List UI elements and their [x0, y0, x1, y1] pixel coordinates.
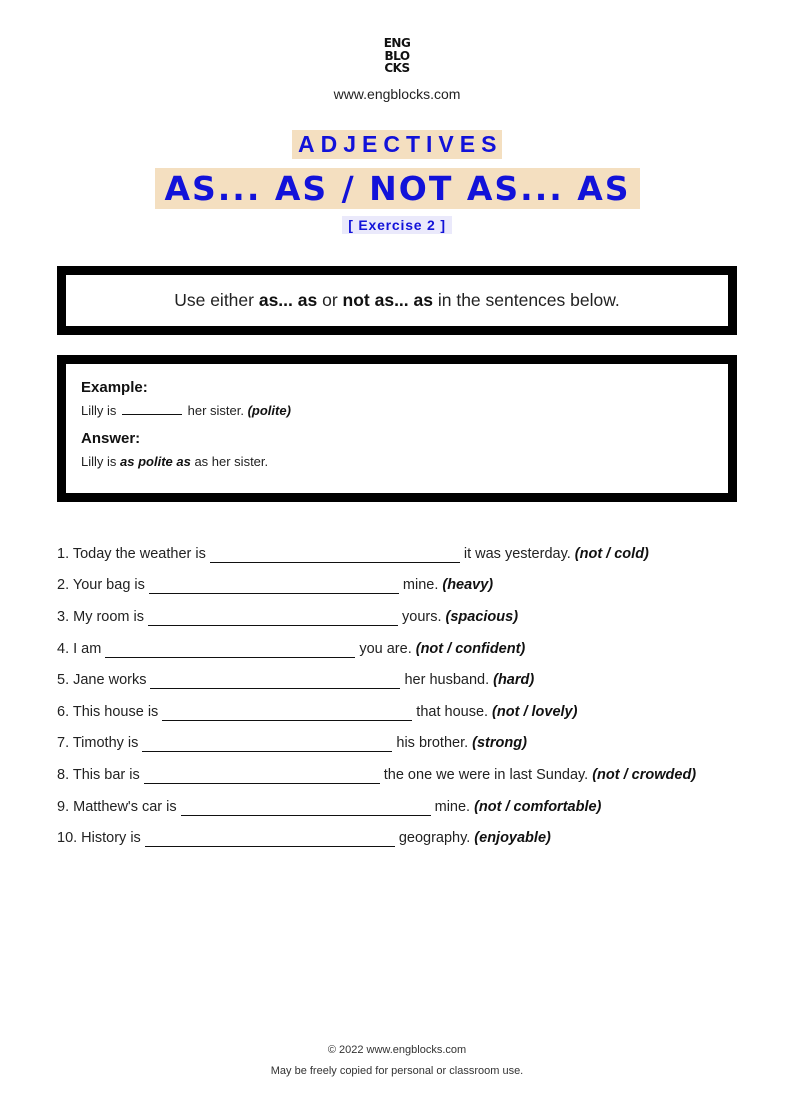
- question-hint: (strong): [472, 735, 527, 752]
- question-hint: (not / lovely): [492, 703, 578, 720]
- question-text: geography.: [398, 830, 471, 847]
- answer-sentence: [81, 454, 728, 470]
- answer-blank[interactable]: [105, 640, 355, 658]
- instruction-post: in the sentences below.: [432, 290, 620, 310]
- instruction-box: [57, 266, 737, 335]
- answer-pre: Lilly is: [81, 454, 121, 469]
- answer-blank[interactable]: [142, 734, 392, 752]
- question-text: 10. History is: [57, 830, 141, 847]
- answer-post: as her sister.: [190, 454, 269, 469]
- question-text: 1. Today the weather is: [57, 545, 206, 562]
- question-hint: (enjoyable): [474, 830, 551, 847]
- question-2: [57, 570, 757, 602]
- page-title: AS... AS / NOT AS... AS: [155, 168, 640, 209]
- question-text: 3. My room is: [57, 608, 145, 625]
- instruction-bold-1: as... as: [258, 290, 318, 310]
- question-hint: (hard): [493, 672, 535, 689]
- instruction-pre: Use either: [174, 290, 259, 310]
- example-sentence: [81, 403, 728, 419]
- question-hint: (not / comfortable): [474, 798, 602, 815]
- question-hint: (heavy): [442, 577, 494, 594]
- instruction-mid: or: [317, 290, 343, 310]
- question-4: [57, 633, 757, 665]
- question-text: 5. Jane works: [57, 672, 147, 689]
- answer-blank[interactable]: [181, 798, 431, 816]
- question-text: you are.: [359, 640, 412, 657]
- question-text: that house.: [416, 703, 489, 720]
- question-1: [57, 538, 757, 570]
- topic-label: ADJECTIVES: [292, 130, 502, 159]
- question-7: [57, 728, 757, 760]
- question-hint: (not / cold): [574, 545, 649, 562]
- example-box: [57, 355, 737, 502]
- answer-heading: Answer:: [81, 430, 141, 447]
- engblocks-logo: [0, 37, 794, 75]
- question-text: mine.: [434, 798, 471, 815]
- answer-blank[interactable]: [149, 576, 399, 594]
- instruction-bold-2: not as... as: [342, 290, 433, 310]
- question-10: [57, 822, 757, 854]
- question-hint: (spacious): [445, 608, 519, 625]
- question-text: her husband.: [404, 672, 490, 689]
- answer-blank[interactable]: [144, 766, 380, 784]
- logo-line-3: CKS: [384, 61, 410, 75]
- logo-line-1: ENG: [383, 36, 411, 50]
- question-5: [57, 664, 757, 696]
- question-hint: (not / crowded): [592, 766, 697, 783]
- instruction-text: [174, 290, 620, 311]
- question-text: his brother.: [396, 735, 469, 752]
- site-url: www.engblocks.com: [333, 86, 461, 102]
- answer-blank[interactable]: [148, 608, 398, 626]
- answer-blank[interactable]: [150, 671, 400, 689]
- example-heading: Example:: [81, 379, 148, 396]
- question-hint: (not / confident): [415, 640, 526, 657]
- question-text: yours.: [402, 608, 442, 625]
- question-text: mine.: [402, 577, 439, 594]
- question-8: [57, 759, 757, 791]
- question-text: the one we were in last Sunday.: [383, 766, 589, 783]
- logo-line-2: BLO: [384, 48, 410, 63]
- question-9: [57, 791, 757, 823]
- exercise-label: [ Exercise 2 ]: [342, 216, 452, 234]
- example-hint: (polite): [247, 403, 291, 418]
- question-list: [57, 538, 757, 854]
- question-text: 6. This house is: [57, 703, 159, 720]
- example-post: her sister.: [184, 403, 248, 418]
- footer-license: May be freely copied for personal or classroom use.: [270, 1065, 524, 1077]
- question-text: 7. Timothy is: [57, 735, 139, 752]
- example-pre: Lilly is: [81, 403, 121, 418]
- question-text: 2. Your bag is: [57, 577, 145, 594]
- example-blank: [122, 403, 182, 415]
- question-text: it was yesterday.: [463, 545, 571, 562]
- question-text: 9. Matthew's car is: [57, 798, 177, 815]
- answer-bold: as polite as: [120, 454, 191, 469]
- answer-blank[interactable]: [210, 545, 460, 563]
- footer-copyright: © 2022 www.engblocks.com: [327, 1044, 467, 1056]
- question-text: 4. I am: [57, 640, 102, 657]
- answer-blank[interactable]: [162, 703, 412, 721]
- question-6: [57, 696, 757, 728]
- question-text: 8. This bar is: [57, 766, 140, 783]
- answer-blank[interactable]: [145, 829, 395, 847]
- question-3: [57, 601, 757, 633]
